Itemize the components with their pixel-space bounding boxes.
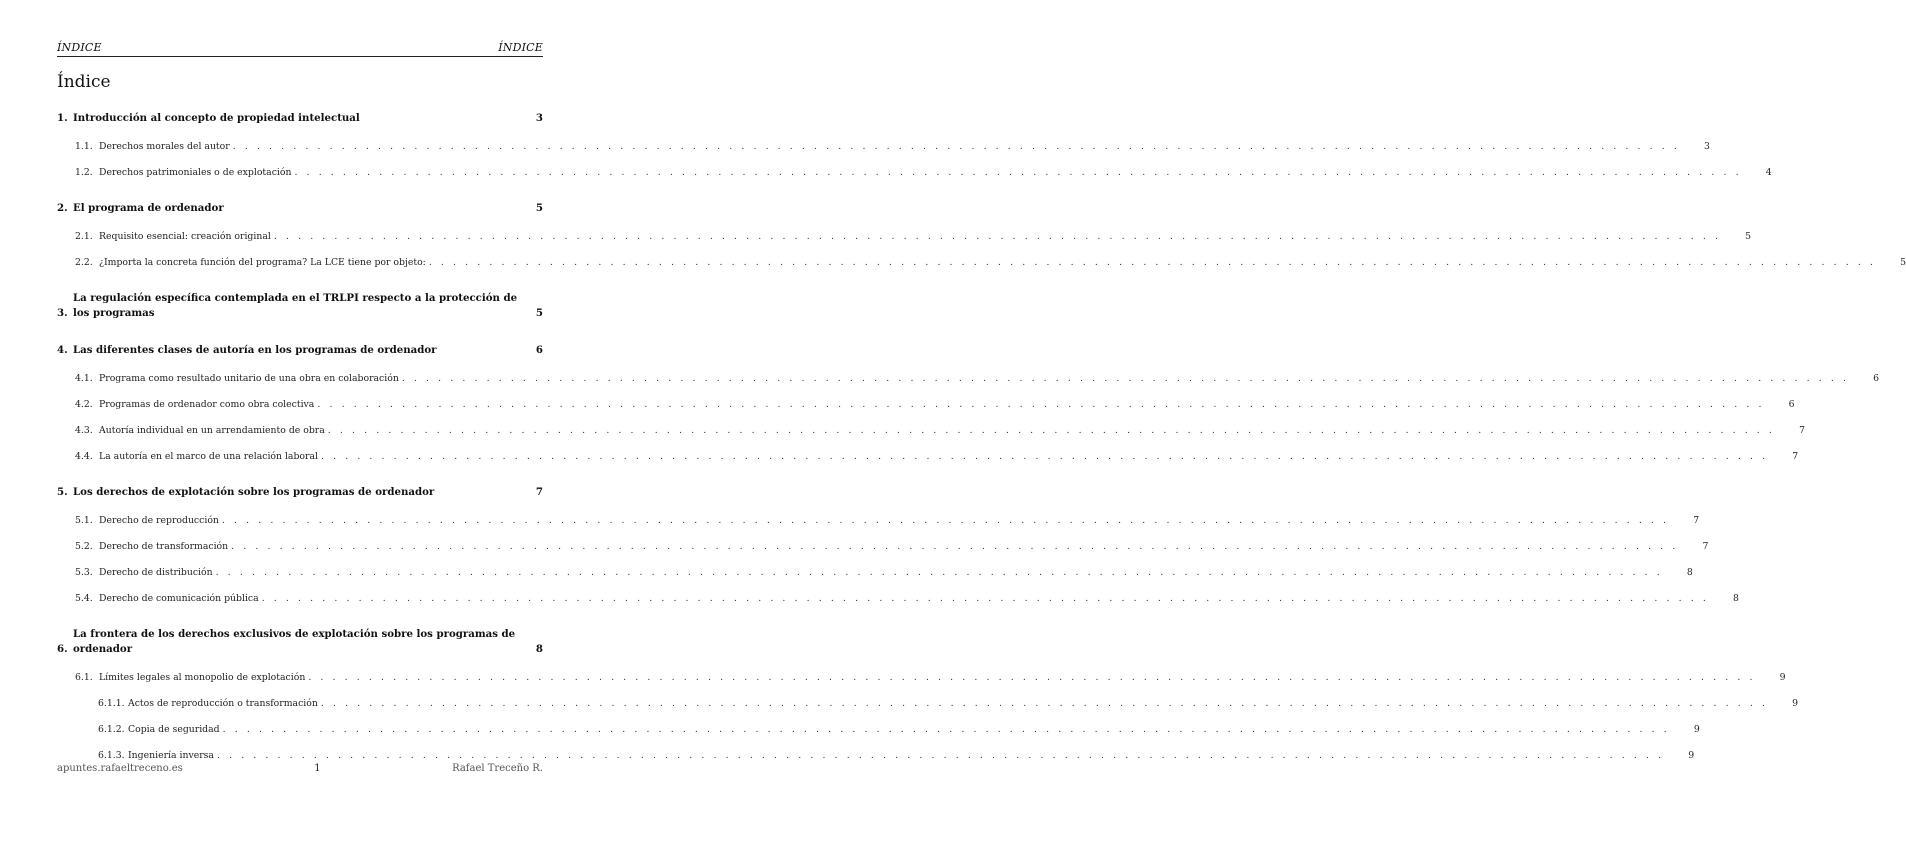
toc-chapter-number: 5. — [57, 486, 68, 498]
toc-subsection[interactable] — [57, 749, 1695, 762]
dot-leader: . . . . . . . . . . . . . . . . . . . . . . . . . . . . . . . . . . . . . . . . . . . . . . . . . . . . . . . . . . . . . . . . . . . . . . . . . . . . . . . . . . . . . . . . . . . . . . . . . . . . . . . . . . . . . . . . . . . . . . . . — [216, 750, 1665, 761]
toc-section[interactable] — [57, 140, 1710, 153]
toc-subsection-number: 6.1.3. — [98, 750, 125, 761]
toc-section-title: Derechos patrimoniales o de explotación — [99, 167, 292, 178]
toc-section-page: 5 — [1900, 257, 1906, 268]
toc-section-number: 4.3. — [75, 425, 93, 436]
toc-chapter-page: 5 — [535, 307, 543, 319]
footer-right: Rafael Treceño R. — [452, 763, 543, 774]
toc-section-number: 5.2. — [75, 541, 93, 552]
toc-chapter-title: Los derechos de explotación sobre los programas de ordenador — [73, 486, 435, 498]
toc-chapter[interactable] — [57, 485, 543, 500]
toc-subsection-page: 9 — [1688, 750, 1695, 761]
toc-section[interactable] — [57, 230, 1752, 243]
toc-section-page: 7 — [1693, 515, 1700, 526]
toc-chapter[interactable] — [57, 201, 543, 216]
toc-section[interactable] — [57, 671, 1786, 684]
toc-section-title: Derecho de transformación — [99, 541, 229, 552]
toc-chapter-number: 3. — [57, 307, 68, 319]
toc-chapter[interactable] — [57, 111, 543, 126]
dot-leader: . . . . . . . . . . . . . . . . . . . . . . . . . . . . . . . . . . . . . . . . . . . . . . . . . . . . . . . . . . . . . . . . . . . . . . . . . . . . . . . . . . . . . . . . . . . . . . . . . . . . . . . . . . . . . . . . . . . . . . . . — [231, 541, 1679, 552]
toc-chapter-number: 6. — [57, 643, 68, 655]
dot-leader: . . . . . . . . . . . . . . . . . . . . . . . . . . . . . . . . . . . . . . . . . . . . . . . . . . . . . . . . . . . . . . . . . . . . . . . . . . . . . . . . . . . . . . . . . . . . . . . . . . . . . . . . . . . . . . . . . . . . . . . . — [294, 167, 1742, 178]
toc-section-page: 7 — [1702, 541, 1709, 552]
toc-subsection-number: 6.1.2. — [98, 724, 125, 735]
toc-section[interactable] — [57, 566, 1693, 579]
toc-section-title: Programas de ordenador como obra colectiva — [99, 399, 315, 410]
toc-section-title: ¿Importa la concreta función del programa? La LCE tiene por objeto: — [99, 257, 426, 268]
toc-chapter-number: 1. — [57, 112, 68, 124]
toc-chapter[interactable] — [57, 343, 543, 358]
dot-leader: . . . . . . . . . . . . . . . . . . . . . . . . . . . . . . . . . . . . . . . . . . . . . . . . . . . . . . . . . . . . . . . . . . . . . . . . . . . . . . . . . . . . . . . . . . . . . . . . . . . . . . . . . . . . . . . . . . . . . . . . — [327, 425, 1775, 436]
dot-leader: . . . . . . . . . . . . . . . . . . . . . . . . . . . . . . . . . . . . . . . . . . . . . . . . . . . . . . . . . . . . . . . . . . . . . . . . . . . . . . . . . . . . . . . . . . . . . . . . . . . . . . . . . . . . . . . . . . . . . . . . — [261, 593, 1709, 604]
toc-section-title: Límites legales al monopolio de explotación — [99, 672, 306, 683]
toc-section-title: Derechos morales del autor — [99, 141, 230, 152]
toc-chapter[interactable] — [57, 291, 543, 321]
toc-section-title: La autoría en el marco de una relación laboral — [99, 451, 318, 462]
toc-section-page: 4 — [1765, 167, 1772, 178]
toc-chapter-title: Las diferentes clases de autoría en los programas de ordenador — [73, 344, 437, 356]
toc-chapter-page: 8 — [535, 643, 543, 655]
toc-subsection-title: Actos de reproducción o transformación — [128, 698, 318, 709]
toc-chapter[interactable] — [57, 627, 543, 657]
toc-section-page: 7 — [1799, 425, 1805, 436]
toc-subsection-number: 6.1.1. — [98, 698, 125, 709]
dot-leader: . . . . . . . . . . . . . . . . . . . . . . . . . . . . . . . . . . . . . . . . . . . . . . . . . . . . . . . . . . . . . . . . . . . . . . . . . . . . . . . . . . . . . . . . . . . . . . . . . . . . . . . . . . . . . . . . . . . . . . . . — [221, 515, 1670, 526]
toc-subsection-page: 9 — [1792, 698, 1799, 709]
toc-subsection-title: Ingeniería inversa — [128, 750, 214, 761]
toc-chapter-title: La regulación específica contemplada en el TRLPI respecto a la protección de los programas — [73, 292, 518, 319]
toc-chapter-title: Introducción al concepto de propiedad intelectual — [73, 112, 360, 124]
toc-subsection-title: Copia de seguridad — [128, 724, 220, 735]
toc-section-number: 2.1. — [75, 231, 93, 242]
toc-section-number: 2.2. — [75, 257, 93, 268]
toc-section[interactable] — [57, 372, 1880, 385]
toc-subsection[interactable] — [57, 697, 1799, 710]
toc-subsection[interactable] — [57, 723, 1700, 736]
toc-section-number: 1.1. — [75, 141, 93, 152]
toc-subsection-page: 9 — [1693, 724, 1700, 735]
toc-section[interactable] — [57, 450, 1799, 463]
toc-section-page: 5 — [1745, 231, 1752, 242]
header-left: ÍNDICE — [57, 41, 102, 54]
header-rule — [57, 56, 543, 57]
toc-section-title: Autoría individual en un arrendamiento de obra — [99, 425, 325, 436]
toc-section-number: 5.3. — [75, 567, 93, 578]
toc-section[interactable] — [57, 514, 1700, 527]
toc-section-page: 8 — [1732, 593, 1739, 604]
toc-section-title: Programa como resultado unitario de una obra en colaboración — [99, 373, 399, 384]
header-right: ÍNDICE — [498, 41, 543, 54]
dot-leader: . . . . . . . . . . . . . . . . . . . . . . . . . . . . . . . . . . . . . . . . . . . . . . . . . . . . . . . . . . . . . . . . . . . . . . . . . . . . . . . . . . . . . . . . . . . . . . . . . . . . . . . . . . . . . . . . . . . . . . . . — [320, 698, 1769, 709]
toc-chapter-page: 6 — [535, 344, 543, 356]
dot-leader: . . . . . . . . . . . . . . . . . . . . . . . . . . . . . . . . . . . . . . . . . . . . . . . . . . . . . . . . . . . . . . . . . . . . . . . . . . . . . . . . . . . . . . . . . . . . . . . . . . . . . . . . . . . . . . . . . . . . . . . . — [232, 141, 1680, 152]
toc-section-number: 5.1. — [75, 515, 93, 526]
toc-section-page: 3 — [1704, 141, 1710, 152]
toc-section-number: 4.4. — [75, 451, 93, 462]
toc-section-number: 5.4. — [75, 593, 93, 604]
toc-section-page: 8 — [1686, 567, 1693, 578]
dot-leader: . . . . . . . . . . . . . . . . . . . . . . . . . . . . . . . . . . . . . . . . . . . . . . . . . . . . . . . . . . . . . . . . . . . . . . . . . . . . . . . . . . . . . . . . . . . . . . . . . . . . . . . . . . . . . . . . . . . . . . . . — [273, 231, 1722, 242]
toc-section[interactable] — [57, 424, 1805, 437]
toc-section[interactable] — [57, 256, 1906, 269]
toc-section-number: 1.2. — [75, 167, 93, 178]
table-of-contents — [57, 111, 1906, 762]
footer-page-number: 1 — [314, 763, 321, 774]
dot-leader: . . . . . . . . . . . . . . . . . . . . . . . . . . . . . . . . . . . . . . . . . . . . . . . . . . . . . . . . . . . . . . . . . . . . . . . . . . . . . . . . . . . . . . . . . . . . . . . . . . . . . . . . . . . . . . . . . . . . . . . . — [215, 567, 1663, 578]
footer-left[interactable]: apuntes.rafaeltreceno.es — [57, 763, 183, 774]
dot-leader: . . . . . . . . . . . . . . . . . . . . . . . . . . . . . . . . . . . . . . . . . . . . . . . . . . . . . . . . . . . . . . . . . . . . . . . . . . . . . . . . . . . . . . . . . . . . . . . . . . . . . . . . . . . . . . . . . . . . . . . . — [317, 399, 1765, 410]
toc-chapter-page: 5 — [535, 202, 543, 214]
toc-section[interactable] — [57, 166, 1772, 179]
toc-section[interactable] — [57, 398, 1795, 411]
toc-section-title: Derecho de distribución — [99, 567, 213, 578]
dot-leader: . . . . . . . . . . . . . . . . . . . . . . . . . . . . . . . . . . . . . . . . . . . . . . . . . . . . . . . . . . . . . . . . . . . . . . . . . . . . . . . . . . . . . . . . . . . . . . . . . . . . . . . . . . . . . . . . . . . . . . . . — [401, 373, 1850, 384]
running-footer — [57, 763, 543, 774]
dot-leader: . . . . . . . . . . . . . . . . . . . . . . . . . . . . . . . . . . . . . . . . . . . . . . . . . . . . . . . . . . . . . . . . . . . . . . . . . . . . . . . . . . . . . . . . . . . . . . . . . . . . . . . . . . . . . . . . . . . . . . . . — [428, 257, 1877, 268]
dot-leader: . . . . . . . . . . . . . . . . . . . . . . . . . . . . . . . . . . . . . . . . . . . . . . . . . . . . . . . . . . . . . . . . . . . . . . . . . . . . . . . . . . . . . . . . . . . . . . . . . . . . . . . . . . . . . . . . . . . . . . . . — [308, 672, 1756, 683]
page-title: Índice — [57, 72, 111, 92]
toc-chapter-page: 3 — [535, 112, 543, 124]
toc-section-page: 6 — [1788, 399, 1795, 410]
toc-section-title: Derecho de reproducción — [99, 515, 219, 526]
toc-section-number: 6.1. — [75, 672, 93, 683]
toc-section[interactable] — [57, 540, 1709, 553]
toc-chapter-title: La frontera de los derechos exclusivos de explotación sobre los programas de ordenador — [73, 628, 516, 655]
toc-section-title: Derecho de comunicación pública — [99, 593, 259, 604]
dot-leader: . . . . . . . . . . . . . . . . . . . . . . . . . . . . . . . . . . . . . . . . . . . . . . . . . . . . . . . . . . . . . . . . . . . . . . . . . . . . . . . . . . . . . . . . . . . . . . . . . . . . . . . . . . . . . . . . . . . . . . . . — [320, 451, 1769, 462]
toc-section-title: Requisito esencial: creación original — [99, 231, 271, 242]
toc-section-number: 4.2. — [75, 399, 93, 410]
toc-section-page: 9 — [1779, 672, 1786, 683]
toc-section-number: 4.1. — [75, 373, 93, 384]
toc-section[interactable] — [57, 592, 1739, 605]
toc-chapter-number: 4. — [57, 344, 68, 356]
running-header — [57, 41, 543, 54]
toc-section-page: 7 — [1792, 451, 1799, 462]
dot-leader: . . . . . . . . . . . . . . . . . . . . . . . . . . . . . . . . . . . . . . . . . . . . . . . . . . . . . . . . . . . . . . . . . . . . . . . . . . . . . . . . . . . . . . . . . . . . . . . . . . . . . . . . . . . . . . . . . . . . . . . . — [222, 724, 1670, 735]
toc-section-page: 6 — [1873, 373, 1880, 384]
toc-chapter-title: El programa de ordenador — [73, 202, 224, 214]
toc-chapter-number: 2. — [57, 202, 68, 214]
toc-chapter-page: 7 — [535, 486, 543, 498]
